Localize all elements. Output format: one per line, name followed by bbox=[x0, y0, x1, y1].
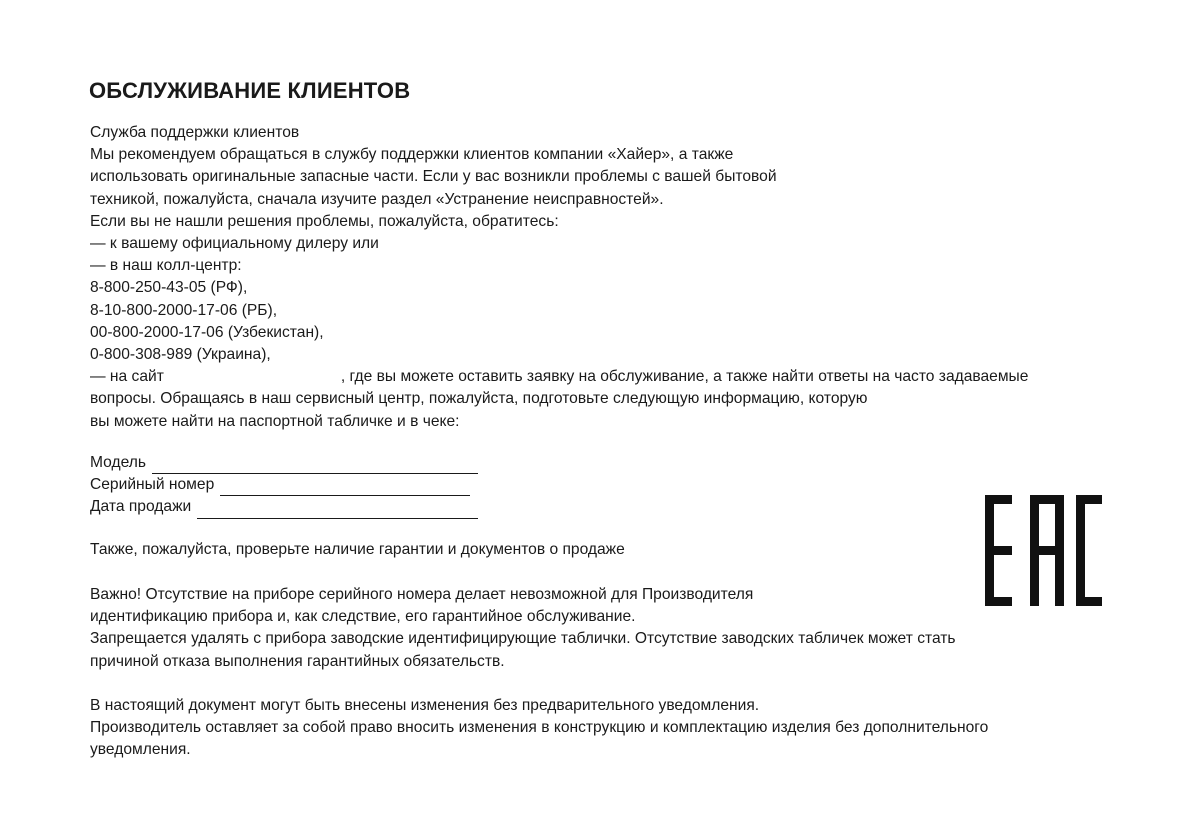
phone-uz: 00-800-2000-17-06 (Узбекистан), bbox=[90, 323, 324, 341]
date-label: Дата продажи bbox=[90, 498, 192, 516]
important-line: Запрещается удалять с прибора заводские идентифицирующие таблички. Отсутствие заводских табличек может стать bbox=[90, 630, 956, 648]
phone-ru: 8-800-250-43-05 (РФ), bbox=[90, 279, 248, 297]
intro-line: вы можете найти на паспортной табличке и в чеке: bbox=[90, 412, 460, 430]
contact-dealer-line: — к вашему официальному дилеру или bbox=[90, 235, 379, 253]
changes-section bbox=[90, 695, 988, 762]
date-field bbox=[90, 496, 478, 518]
warranty-note: Также, пожалуйста, проверьте наличие гарантии и документов о продаже bbox=[90, 541, 625, 558]
phone-by: 8-10-800-2000-17-06 (РБ), bbox=[90, 301, 278, 319]
site-prefix: — на сайт bbox=[90, 368, 164, 386]
date-fill-line[interactable] bbox=[197, 501, 478, 519]
intro-line: Если вы не нашли решения проблемы, пожалуйста, обратитесь: bbox=[90, 212, 559, 230]
intro-line: использовать оригинальные запасные части. Если у вас возникли проблемы с вашей бытовой bbox=[90, 168, 777, 186]
important-line: Важно! Отсутствие на приборе серийного номера делает невозможной для Производителя bbox=[90, 586, 754, 603]
intro-section bbox=[90, 122, 1028, 433]
important-line: идентификацию прибора и, как следствие, его гарантийное обслуживание. bbox=[90, 608, 636, 626]
site-suffix: , где вы можете оставить заявку на обслуживание, а также найти ответы на часто задаваемые bbox=[340, 368, 1029, 386]
important-section bbox=[90, 584, 956, 673]
page-title: ОБСЛУЖИВАНИЕ КЛИЕНТОВ bbox=[89, 78, 411, 103]
contact-callcenter-line: — в наш колл-центр: bbox=[90, 257, 242, 275]
serial-fill-line[interactable] bbox=[220, 478, 470, 496]
eac-logo-shapes bbox=[985, 495, 1102, 606]
serial-label: Серийный номер bbox=[90, 476, 215, 494]
changes-line: В настоящий документ могут быть внесены изменения без предварительного уведомления. bbox=[90, 697, 760, 714]
site-line bbox=[90, 366, 1028, 388]
intro-line: Мы рекомендуем обращаться в службу поддержки клиентов компании «Хайер», а также bbox=[90, 146, 734, 164]
phone-ua: 0-800-308-989 (Украина), bbox=[90, 346, 271, 364]
model-fill-line[interactable] bbox=[152, 456, 478, 474]
warranty-section bbox=[90, 539, 625, 561]
intro-line: вопросы. Обращаясь в наш сервисный центр, пожалуйста, подготовьте следующую информацию, которую bbox=[90, 390, 868, 408]
changes-line: уведомления. bbox=[90, 741, 191, 759]
intro-line: Служба поддержки клиентов bbox=[90, 124, 300, 141]
model-label: Модель bbox=[90, 453, 146, 471]
important-line: причиной отказа выполнения гарантийных обязательств. bbox=[90, 652, 505, 670]
product-info-fields bbox=[90, 452, 478, 519]
serial-field bbox=[90, 474, 478, 496]
intro-line: техникой, пожалуйста, сначала изучите раздел «Устранение неисправностей». bbox=[90, 190, 664, 208]
changes-line: Производитель оставляет за собой право вносить изменения в конструкцию и комплектацию изделия без дополнительного bbox=[90, 719, 989, 737]
model-field bbox=[90, 452, 478, 474]
eac-logo-icon bbox=[985, 495, 1102, 606]
